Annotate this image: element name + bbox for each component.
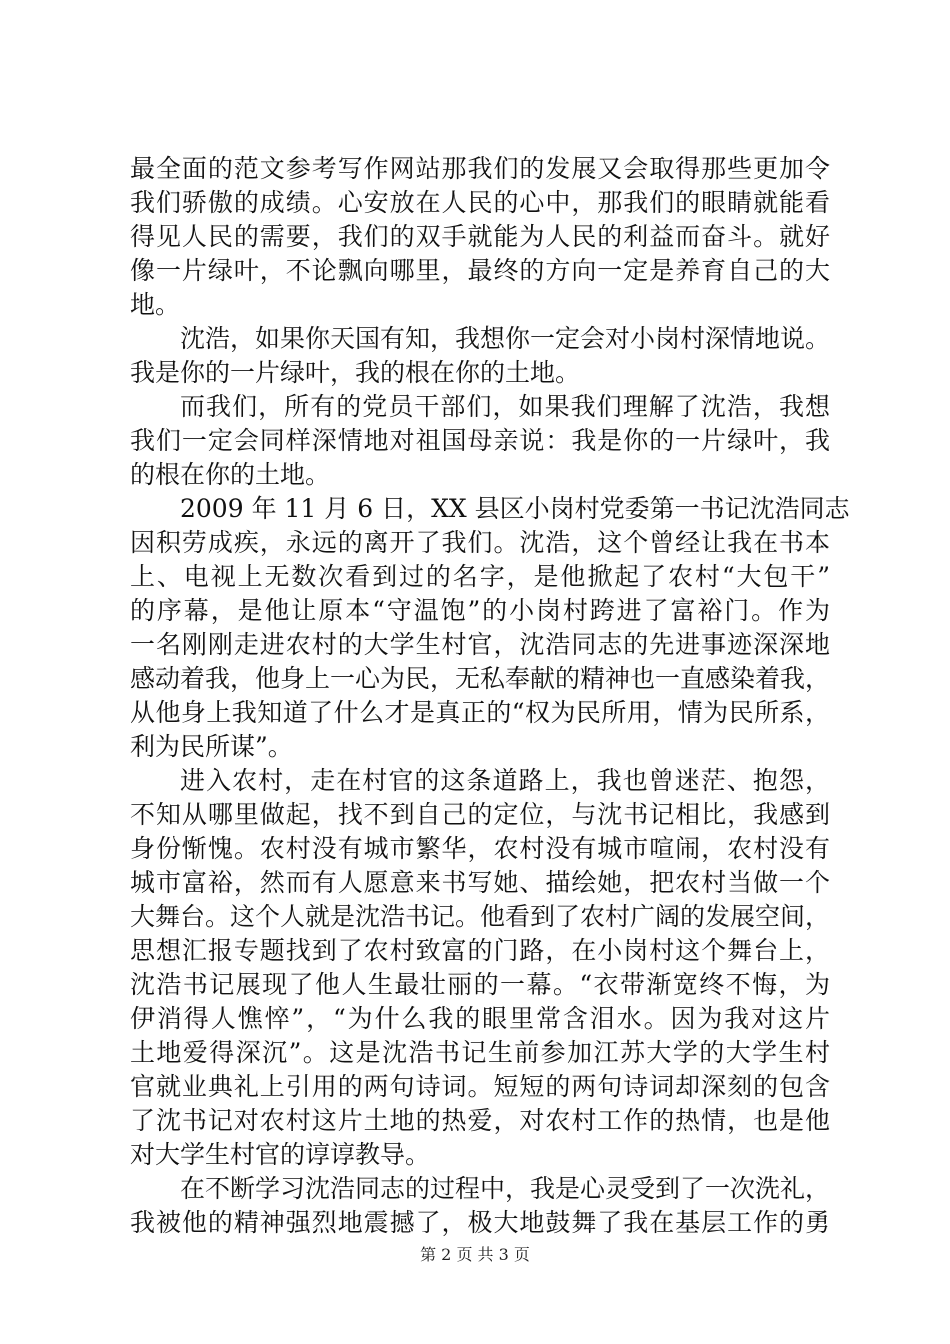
- text-line: 的序幕，是他让原本“守温饱”的小岗村跨进了富裕门。作为: [130, 596, 830, 625]
- text-line: 了沈书记对农村这片土地的热爱，对农村工作的热情，也是他: [130, 1106, 830, 1135]
- text-line: 感动着我，他身上一心为民，无私奉献的精神也一直感染着我，: [130, 664, 831, 693]
- text-line: 一名刚刚走进农村的大学生村官，沈浩同志的先进事迹深深地: [130, 630, 830, 659]
- paragraph-first-line: 而我们，所有的党员干部们，如果我们理解了沈浩，我想: [180, 392, 830, 421]
- text-line: 最全面的范文参考写作网站那我们的发展又会取得那些更加令: [130, 154, 830, 183]
- text-line: 伊消得人憔悴”，“为什么我的眼里常含泪水。因为我对这片: [130, 1004, 830, 1033]
- page-number-footer: 第 2 页 共 3 页: [420, 1245, 530, 1264]
- text-line: 上、电视上无数次看到过的名字，是他掀起了农村“大包干”: [130, 562, 830, 591]
- text-line: 我们一定会同样深情地对祖国母亲说：我是你的一片绿叶，我: [130, 426, 830, 455]
- text-line: 的根在你的土地。: [130, 460, 331, 489]
- paragraph-first-line: 在不断学习沈浩同志的过程中，我是心灵受到了一次洗礼，: [180, 1174, 831, 1203]
- text-line: 我被他的精神强烈地震撼了，极大地鼓舞了我在基层工作的勇: [130, 1208, 830, 1237]
- text-line: 地。: [130, 290, 181, 319]
- text-line: 我们骄傲的成绩。心安放在人民的心中，那我们的眼睛就能看: [130, 188, 830, 217]
- text-line: 从他身上我知道了什么才是真正的“权为民所用，情为民所系，: [130, 698, 830, 727]
- text-line: 土地爱得深沉”。这是沈浩书记生前参加江苏大学的大学生村: [130, 1038, 830, 1067]
- text-line: 像一片绿叶，不论飘向哪里，最终的方向一定是养育自己的大: [130, 256, 830, 285]
- text-line: 得见人民的需要，我们的双手就能为人民的利益而奋斗。就好: [130, 222, 830, 251]
- text-line: 城市富裕，然而有人愿意来书写她、描绘她，把农村当做一个: [130, 868, 830, 897]
- text-line: 因积劳成疾，永远的离开了我们。沈浩，这个曾经让我在书本: [130, 528, 830, 557]
- text-line: 思想汇报专题找到了农村致富的门路，在小岗村这个舞台上，: [130, 936, 830, 965]
- text-line: 沈浩书记展现了他人生最壮丽的一幕。“衣带渐宽终不悔，为: [130, 970, 830, 999]
- text-line: 我是你的一片绿叶，我的根在你的土地。: [130, 358, 581, 387]
- text-line: 官就业典礼上引用的两句诗词。短短的两句诗词却深刻的包含: [130, 1072, 830, 1101]
- text-line: 不知从哪里做起，找不到自己的定位，与沈书记相比，我感到: [130, 800, 830, 829]
- paragraph-first-line: 进入农村，走在村官的这条道路上，我也曾迷茫、抱怨，: [180, 766, 830, 795]
- text-line: 对大学生村官的谆谆教导。: [130, 1140, 431, 1169]
- paragraph-first-line: 2009 年 11 月 6 日，XX 县区小岗村党委第一书记沈浩同志: [180, 494, 850, 523]
- paragraph-first-line: 沈浩，如果你天国有知，我想你一定会对小岗村深情地说。: [180, 324, 831, 353]
- text-line: 大舞台。这个人就是沈浩书记。他看到了农村广阔的发展空间，: [130, 902, 831, 931]
- text-line: 利为民所谋”。: [130, 732, 293, 761]
- text-line: 身份惭愧。农村没有城市繁华，农村没有城市喧闹，农村没有: [130, 834, 830, 863]
